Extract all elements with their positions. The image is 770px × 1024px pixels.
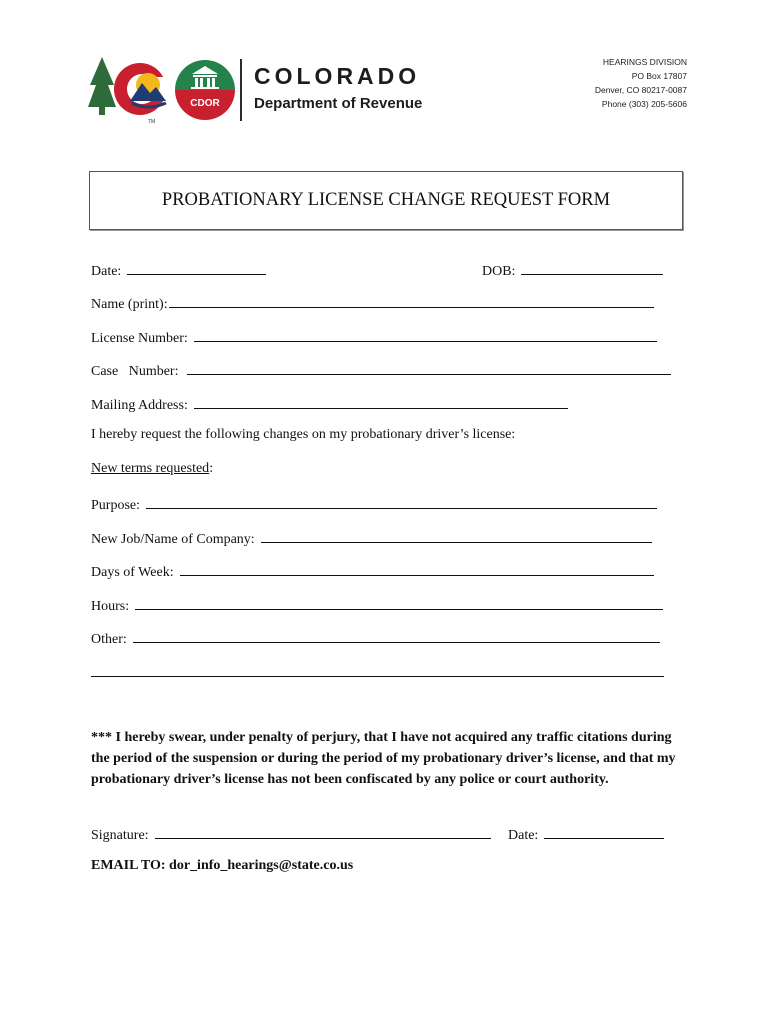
signature-date-label: Date: — [508, 828, 539, 843]
days-row — [91, 561, 654, 581]
address-line: PO Box 17807 — [631, 71, 687, 81]
hours-label: Hours: — [91, 599, 130, 614]
license-number-field[interactable] — [194, 327, 657, 342]
request-statement — [91, 427, 515, 443]
new-terms-heading — [91, 461, 213, 477]
job-label: New Job/Name of Company: — [91, 532, 255, 547]
address-line: HEARINGS DIVISION — [602, 57, 687, 67]
svg-text:TM: TM — [148, 119, 156, 125]
signature-label: Signature: — [91, 828, 149, 843]
signature-row — [91, 824, 491, 844]
colorado-c-logo-icon — [88, 55, 168, 125]
purpose-field[interactable] — [146, 494, 657, 509]
mailing-row — [91, 394, 568, 414]
form-title-box — [89, 171, 683, 230]
case-number-field[interactable] — [187, 360, 671, 375]
mailing-address-field[interactable] — [194, 394, 568, 409]
dob-row — [482, 260, 663, 280]
form-title: PROBATIONARY LICENSE CHANGE REQUEST FORM — [161, 190, 611, 210]
cdor-badge-icon — [172, 57, 238, 123]
mailing-label: Mailing Address: — [91, 398, 188, 413]
purpose-label: Purpose: — [91, 498, 140, 513]
request-statement-text: I hereby request the following changes on my probationary driver’s license: — [91, 427, 516, 442]
signature-date-row — [508, 824, 664, 844]
signature-date-field[interactable] — [544, 824, 664, 839]
dob-field[interactable] — [521, 260, 663, 275]
date-label: Date: — [91, 264, 122, 279]
department-name: Department of Revenue — [254, 95, 423, 112]
new-terms-colon: : — [209, 461, 214, 476]
job-row — [91, 528, 652, 548]
address-line: Phone (303) 205-5606 — [601, 99, 687, 109]
name-field[interactable] — [169, 293, 654, 308]
other-field-continued[interactable] — [91, 676, 664, 677]
perjury-statement: *** I hereby swear, under penalty of perjury, that I have not acquired any traffic citations during the period of the suspension or during the period of my probationary driver’s license, and that my probationary driver’s license has not been confiscated by any police or court authority. — [91, 730, 676, 787]
date-row — [91, 260, 266, 280]
case-row — [91, 360, 671, 380]
address-block — [595, 55, 687, 111]
license-row — [91, 327, 657, 347]
other-label: Other: — [91, 632, 127, 647]
case-label: Case Number: — [91, 364, 179, 379]
dob-label: DOB: — [482, 264, 516, 279]
purpose-row — [91, 494, 657, 514]
name-label: Name (print): — [91, 297, 168, 312]
days-field[interactable] — [180, 561, 654, 576]
signature-field[interactable] — [155, 824, 491, 839]
hours-row — [91, 595, 663, 615]
days-label: Days of Week: — [91, 565, 174, 580]
address-line: Denver, CO 80217-0087 — [594, 85, 687, 95]
new-terms-label: New terms requested — [91, 461, 210, 476]
email-instruction: EMAIL TO: dor_info_hearings@state.co.us — [91, 858, 354, 873]
other-row — [91, 628, 660, 648]
date-field[interactable] — [127, 260, 266, 275]
other-field[interactable] — [133, 628, 660, 643]
brand-name: COLORADO — [254, 63, 421, 89]
department-logo — [88, 55, 448, 125]
svg-text:CDOR: CDOR — [190, 98, 220, 109]
job-field[interactable] — [261, 528, 652, 543]
name-row — [91, 293, 654, 313]
logo-divider — [240, 59, 242, 121]
license-label: License Number: — [91, 331, 188, 346]
hours-field[interactable] — [135, 595, 663, 610]
